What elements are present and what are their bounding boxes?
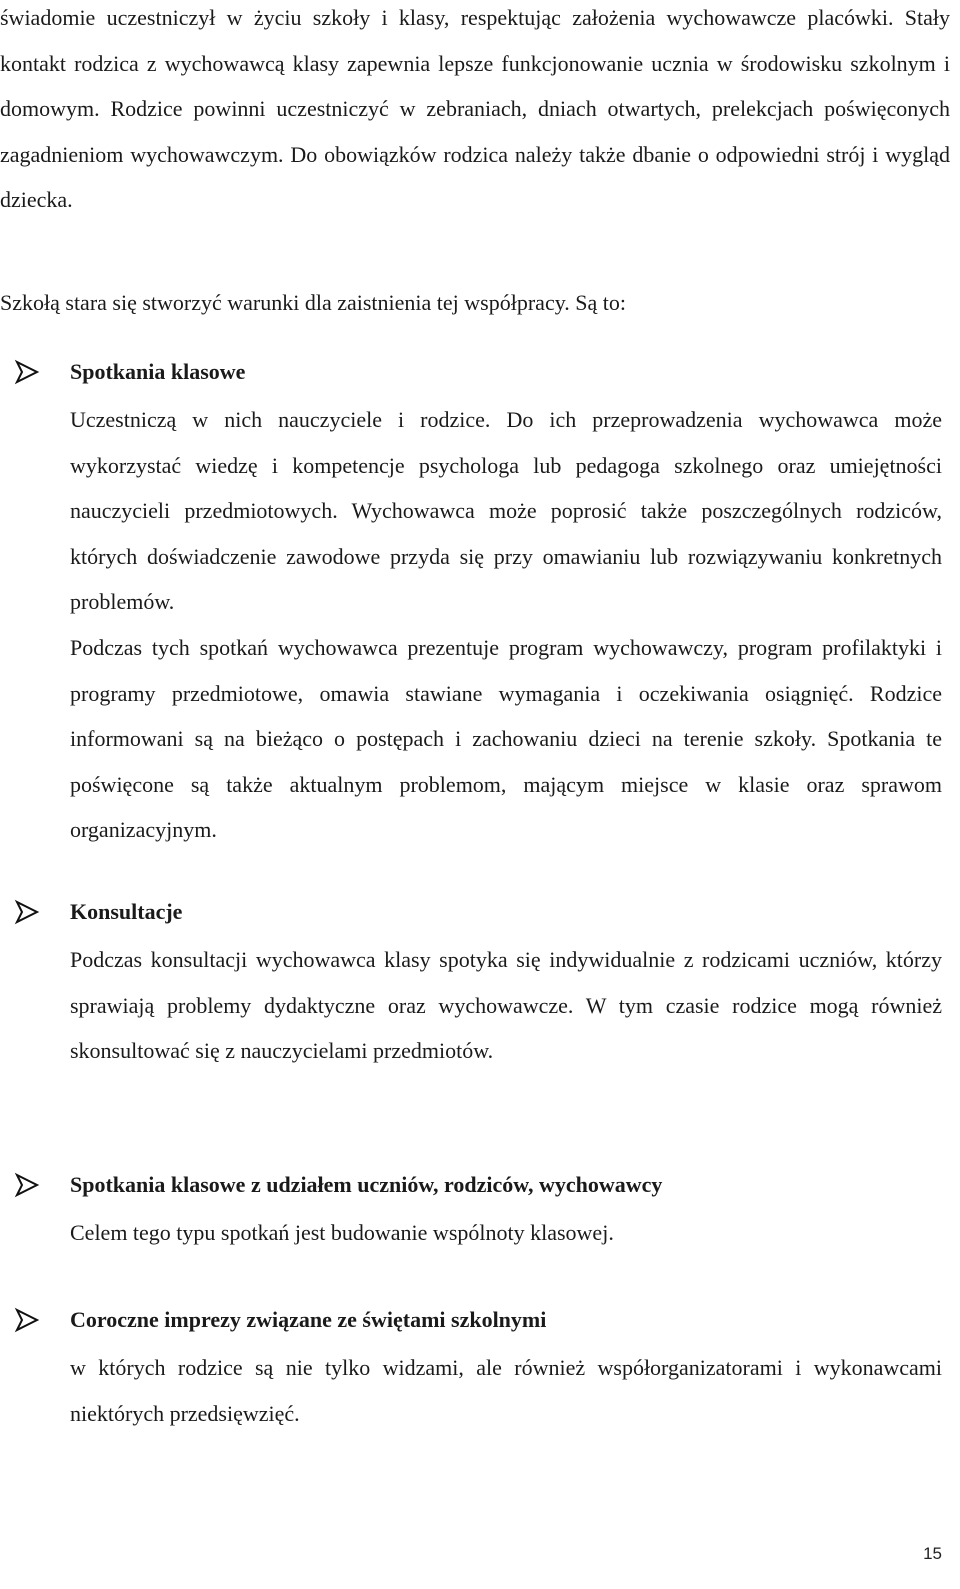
section-heading: Spotkania klasowe z udziałem uczniów, rodziców, wychowawcy (70, 1172, 663, 1197)
section-paragraph: Celem tego typu spotkań jest budowanie wspólnoty klasowej. (70, 1220, 614, 1245)
section-heading: Spotkania klasowe (70, 359, 246, 384)
lead-paragraph: Szkołą stara się stworzyć warunki dla zaistnienia tej współpracy. Są to: (0, 290, 627, 315)
section-heading-row (14, 357, 245, 387)
page-number: 15 (923, 1544, 942, 1563)
section-heading: Coroczne imprezy związane ze świętami szkolnymi (70, 1307, 547, 1332)
section-paragraph: w których rodzice są nie tylko widzami, ale również współorganizatorami i wykonawcami niektórych przedsięwzięć. (70, 1355, 942, 1426)
arrowhead-bullet-icon (14, 1307, 40, 1333)
section-heading-row (14, 1305, 546, 1335)
section-heading-row (14, 1170, 662, 1200)
section-paragraph: Podczas konsultacji wychowawca klasy spotyka się indywidualnie z rodzicami uczniów, którzy sprawiają problemy dydaktyczne oraz wychowawcze. W tym czasie rodzice mogą również skonsultować się z nauczycielami przedmiotów. (70, 947, 942, 1064)
arrowhead-bullet-icon (14, 1172, 40, 1198)
arrowhead-bullet-icon (14, 899, 40, 925)
section-paragraph: Uczestniczą w nich nauczyciele i rodzice. Do ich przeprowadzenia wychowawca może wykorzystać wiedzę i kompetencje psychologa lub pedagoga szkolnego oraz umiejętności nauczycieli przedmiotowych. Wychowawca może poprosić także poszczególnych rodziców, których doświadczenie zawodowe przyda się przy omawianiu lub rozwiązywaniu konkretnych problemów. (70, 407, 942, 615)
intro-paragraph: świadomie uczestniczył w życiu szkoły i klasy, respektując założenia wychowawcze placówki. Stały kontakt rodzica z wychowawcą klasy zapewnia lepsze funkcjonowanie ucznia w środowisku szkolnym i domowym. Rodzice powinni uczestniczyć w zebraniach, dniach otwartych, prelekcjach poświęconych zagadnieniom wychowawczym. Do obowiązków rodzica należy także dbanie o odpowiedni strój i wygląd dziecka. (0, 5, 950, 213)
section-heading-row (14, 897, 182, 927)
arrowhead-bullet-icon (14, 359, 40, 385)
section-paragraph: Podczas tych spotkań wychowawca prezentuje program wychowawczy, program profilaktyki i programy przedmiotowe, omawia stawiane wymagania i oczekiwania osiągnięć. Rodzice informowani są na bieżąco o postępach i zachowaniu dzieci na terenie szkoły. Spotkania te poświęcone są także aktualnym problemom, mającym miejsce w klasie oraz sprawom organizacyjnym. (70, 635, 942, 843)
section-heading: Konsultacje (70, 899, 183, 924)
